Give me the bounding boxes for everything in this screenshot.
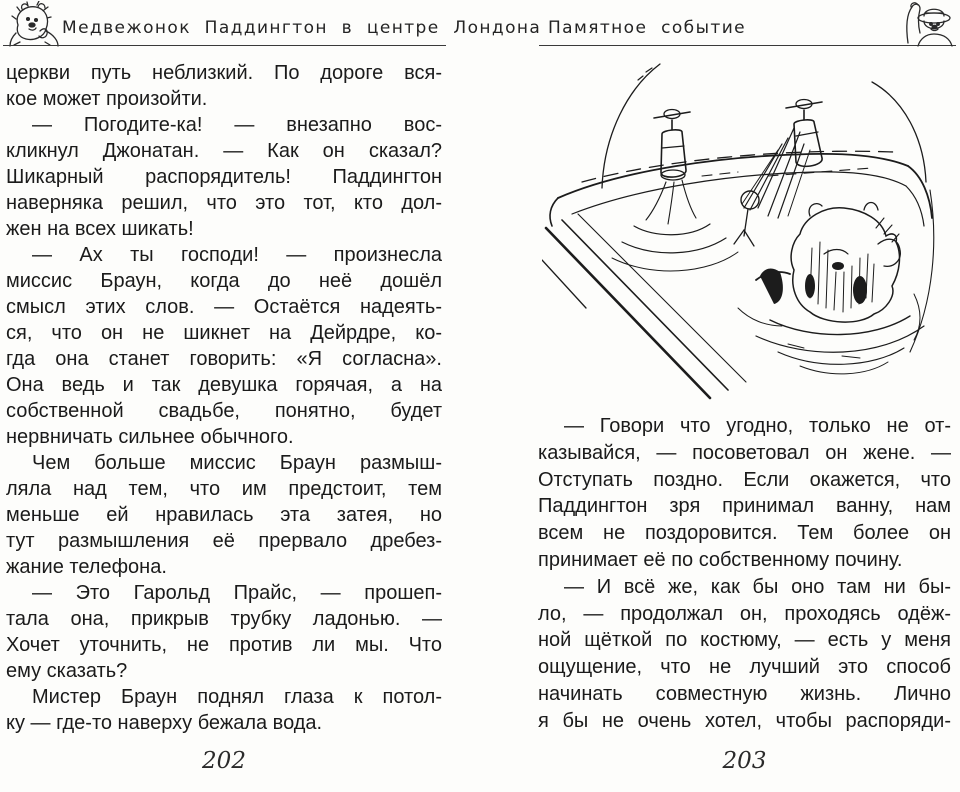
text-line: тут размышления её прервало дребез- [6,530,442,552]
text-line: собственной свадьбе, понятно, будет [6,400,442,422]
paddington-waving-icon [896,1,956,47]
text-line: Паддингтон зря принимал ванну, нам [538,495,951,518]
text-line: меньше ей нравилась эта затея, но [6,504,442,526]
right-running-head: Памятное событие [548,18,746,38]
text-line: принимает её по собственному почину. [538,548,903,571]
text-line: наверняка решил, что это тот, кто дол- [6,192,442,214]
text-line: миссис Браун, когда до неё дошёл [6,270,442,292]
bathtub-illustration [542,58,948,406]
text-line: — Это Гарольд Прайс, — прошеп- [32,582,442,604]
left-header-rule [3,45,446,46]
right-page-text [538,413,951,735]
text-line: Шикарный распорядитель! Паддингтон [6,166,442,188]
text-line: — Говори что угодно, только не от- [564,415,951,437]
text-line: ку — где-то наверху бежала вода. [6,712,323,734]
text-line: начинать совместную жизнь. Лично [538,682,951,705]
text-line: ощущение, что не лучший это способ [538,656,951,679]
text-line: казывайся, — посоветовал он жене. — [538,441,951,464]
text-line: смысл этих слов. — Остаётся надеять- [6,296,442,318]
text-line: жен на всех шикать! [6,218,194,240]
bear-cub-icon [4,1,60,47]
text-line: — И всё же, как бы оно там ни бы- [564,575,951,598]
text-line: Чем больше миссис Браун размыш- [32,452,442,474]
text-line: Она ведь и так девушка горячая, а на [6,374,442,396]
text-line: ему сказать? [6,660,128,682]
text-line: кое может произойти. [6,88,208,110]
text-line: я бы не очень хотел, чтобы распоряди- [538,709,951,732]
text-line: кликнул Джонатан. — Как он сказал? [6,140,442,162]
text-line: ся, что он не шикнет на Дейрдре, ко- [6,322,442,344]
text-line: жание телефона. [6,556,167,578]
text-line: Мистер Браун поднял глаза к потол- [32,686,442,708]
left-page-text [6,60,442,736]
text-line: Отступать поздно. Если окажется, что [538,468,951,491]
text-line: ной щёткой по костюму, — есть у меня [538,629,951,652]
right-header-rule [539,45,956,46]
text-line: ло, — продолжал он, проходясь одёж- [538,602,951,625]
right-page-number: 203 [722,748,767,774]
text-line: Хочет уточнить, не против ли мы. Что [6,634,442,656]
left-running-head: Медвежонок Паддингтон в центре Лондона [62,18,542,38]
text-line: тала она, прикрыв трубку ладонью. — [6,608,442,630]
text-line: гда она станет говорить: «Я согласна». [6,348,442,370]
text-line: — Ах ты господи! — произнесла [32,244,442,266]
text-line: ляла над тем, что им предстоит, тем [6,478,442,500]
text-line: нервничать сильнее обычного. [6,426,294,448]
text-line: церкви путь неблизкий. По дороге вся- [6,62,442,84]
text-line: всем не поздоровится. Тем более он [538,522,951,545]
left-page-number: 202 [202,748,246,774]
text-line: — Погодите-ка! — внезапно вос- [32,114,442,136]
